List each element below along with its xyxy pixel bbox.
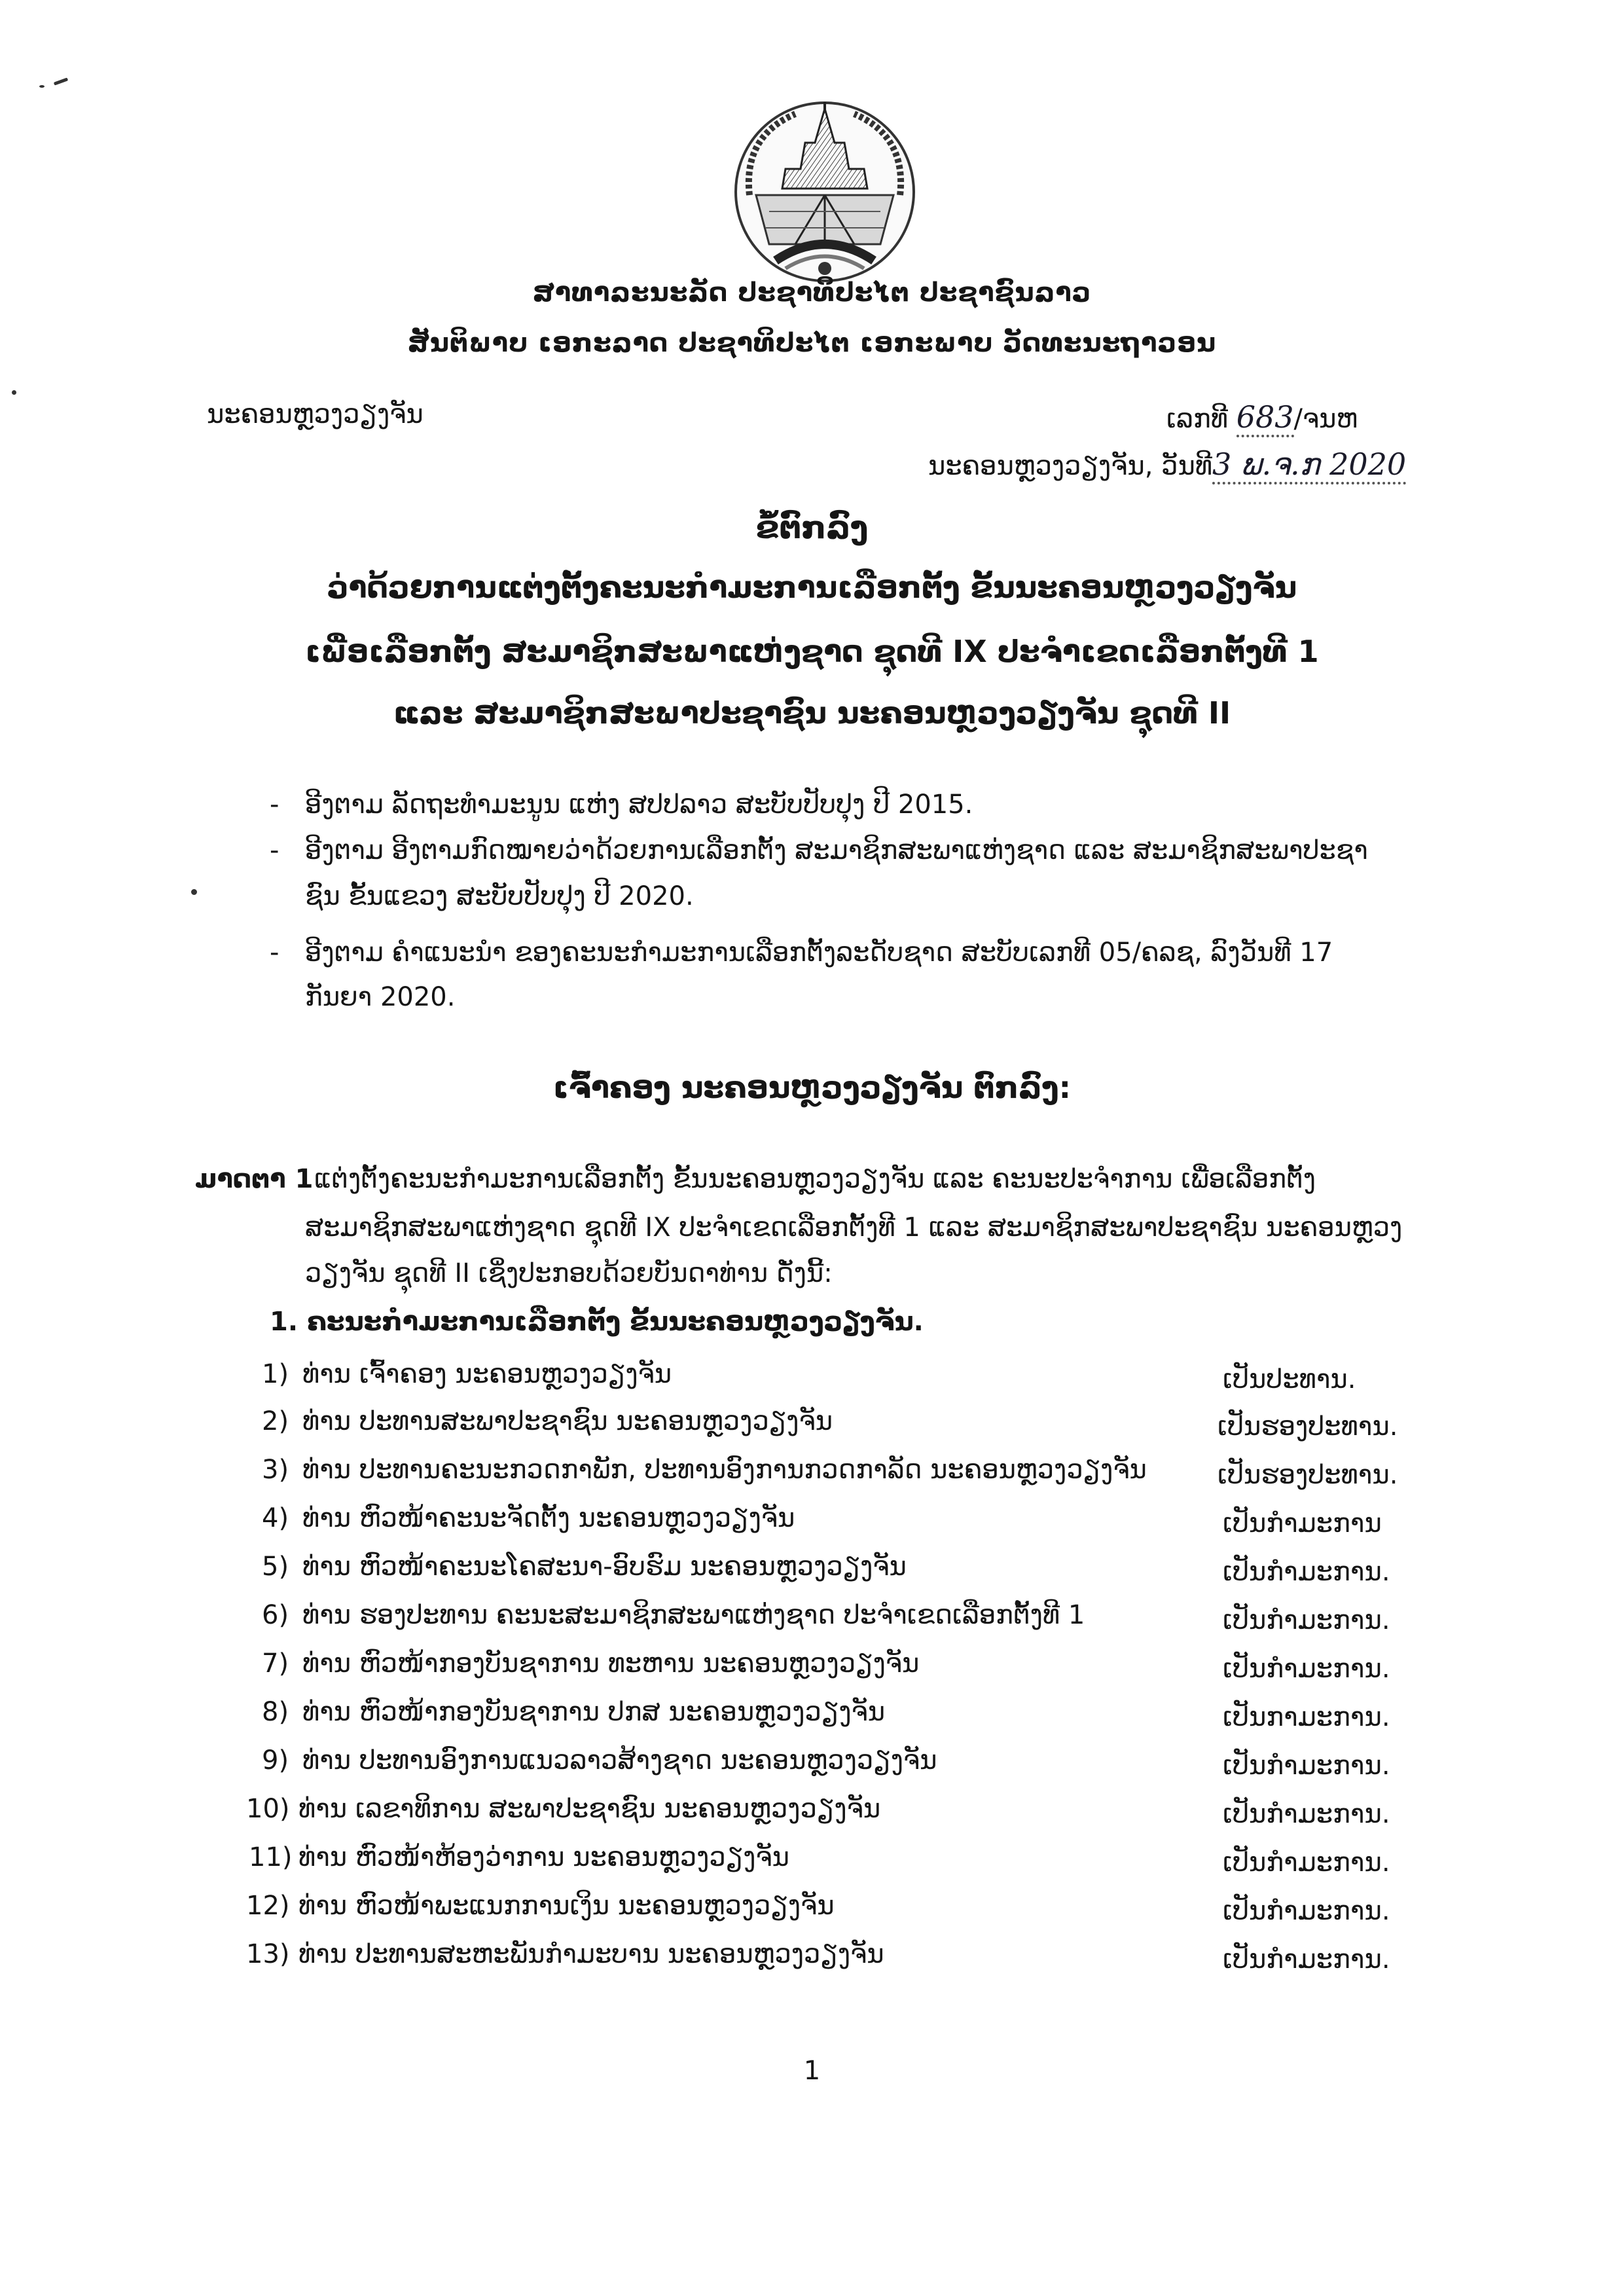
member-role: ເປັນກຳມະການ. <box>1223 1605 1390 1635</box>
member-number: 13) <box>246 1939 290 1969</box>
member-number: 6) <box>262 1600 289 1630</box>
member-name: ທ່ານ ເຈົ້າຄອງ ນະຄອນຫຼວງວຽງຈັນ <box>302 1359 672 1389</box>
national-motto-line: ສັນຕິພາບ ເອກະລາດ ປະຊາທິປະໄຕ ເອກະພາບ ວັດທະນະຖາວອນ <box>407 328 1217 358</box>
decree-subtitle-line-1: ວ່າດ້ວຍການແຕ່ງຕັ້ງຄະນະກຳມະການເລືອກຕັ້ງ ຂັ້ນນະຄອນຫຼວງວຽງຈັນ <box>327 570 1297 605</box>
member-number: 3) <box>262 1455 289 1485</box>
document-date-prefix: ນະຄອນຫຼວງວຽງຈັນ, ວັນທີ <box>928 451 1213 481</box>
document-number-label: ເລກທີ <box>1166 404 1229 434</box>
member-role: ເປັນກຳມະການ. <box>1223 1557 1390 1587</box>
member-name: ທ່ານ ປະທານອົງການແນວລາວສ້າງຊາດ ນະຄອນຫຼວງວຽງຈັນ <box>302 1745 937 1776</box>
reference-3-line-2: ກັນຍາ 2020. <box>305 982 456 1012</box>
article-1-line-3: ວຽງຈັນ ຊຸດທີ II ເຊິ່ງປະກອບດ້ວຍບັນດາທ່ານ ດັ່ງນີ້: <box>305 1258 833 1288</box>
page-number: 1 <box>803 2056 821 2086</box>
document-number-value-wrap <box>1236 399 1294 437</box>
member-number: 10) <box>246 1794 290 1824</box>
member-name: ທ່ານ ຮອງປະທານ ຄະນະສະມາຊິກສະພາແຫ່ງຊາດ ປະຈຳເຂດເລືອກຕັ້ງທີ 1 <box>302 1600 1085 1630</box>
member-role: ເປັນກຳມະການ. <box>1223 1944 1390 1975</box>
member-name: ທ່ານ ຫົວໜ້າຄະນະໂຄສະນາ-ອົບຮົມ ນະຄອນຫຼວງວຽງຈັນ <box>302 1552 907 1582</box>
member-number: 11) <box>249 1842 293 1872</box>
reference-2-line-2: ຊົນ ຂັ້ນແຂວງ ສະບັບປັບປຸງ ປີ 2020. <box>305 881 694 911</box>
reference-bullet: - <box>270 790 280 820</box>
member-number: 1) <box>262 1359 289 1389</box>
document-date-dotted <box>1212 446 1406 484</box>
member-name: ທ່ານ ຫົວໜ້າຫ້ອງວ່າການ ນະຄອນຫຼວງວຽງຈັນ <box>298 1842 789 1872</box>
member-role: ເປັນຮອງປະທານ. <box>1218 1460 1398 1490</box>
member-number: 8) <box>262 1697 289 1727</box>
decree-subtitle-line-3: ແລະ ສະມາຊິກສະພາປະຊາຊົນ ນະຄອນຫຼວງວຽງຈັນ ຊຸດທີ II <box>393 695 1231 731</box>
decree-subtitle-line-2: ເພື່ອເລືອກຕັ້ງ ສະມາຊິກສະພາແຫ່ງຊາດ ຊຸດທີ IX ປະຈຳເຂດເລືອກຕັ້ງທີ 1 <box>305 634 1319 669</box>
section-1-title: 1. ຄະນະກຳມະການເລືອກຕັ້ງ ຂັ້ນນະຄອນຫຼວງວຽງຈັນ. <box>270 1307 924 1337</box>
member-name: ທ່ານ ເລຂາທິການ ສະພາປະຊາຊົນ ນະຄອນຫຼວງວຽງຈັນ <box>298 1794 881 1824</box>
member-name: ທ່ານ ປະທານສະຫະພັນກຳມະບານ ນະຄອນຫຼວງວຽງຈັນ <box>298 1939 884 1969</box>
issuing-authority: ນະຄອນຫຼວງວຽງຈັນ <box>207 399 424 429</box>
decree-heading: ເຈົ້າຄອງ ນະຄອນຫຼວງວຽງຈັນ ຕົກລົງ: <box>552 1070 1072 1105</box>
document-number <box>1166 399 1358 437</box>
member-number: 4) <box>262 1503 289 1533</box>
member-name: ທ່ານ ຫົວໜ້າຄະນະຈັດຕັ້ງ ນະຄອນຫຼວງວຽງຈັນ <box>302 1503 795 1533</box>
member-name: ທ່ານ ຫົວໜ້າພະແນກການເງິນ ນະຄອນຫຼວງວຽງຈັນ <box>298 1891 835 1921</box>
article-1-line-1: ແຕ່ງຕັ້ງຄະນະກຳມະການເລືອກຕັ້ງ ຂັ້ນນະຄອນຫຼວງວຽງຈັນ ແລະ ຄະນະປະຈຳການ ເພື່ອເລືອກຕັ້ງ <box>314 1164 1316 1194</box>
member-number: 5) <box>262 1552 289 1582</box>
reference-1-line-1: ອີງຕາມ ລັດຖະທຳມະນູນ ແຫ່ງ ສປປລາວ ສະບັບປັບປຸງ ປີ 2015. <box>305 790 973 820</box>
member-name: ທ່ານ ປະທານຄະນະກວດກາພັກ, ປະທານອົງການກວດກາລັດ ນະຄອນຫຼວງວຽງຈັນ <box>302 1455 1147 1485</box>
member-role: ເປັນກາມະການ. <box>1223 1702 1390 1732</box>
member-role: ເປັນຮອງປະທານ. <box>1218 1412 1398 1442</box>
member-number: 12) <box>246 1891 290 1921</box>
member-name: ທ່ານ ຫົວໜ້າກອງບັນຊາການ ທະຫານ ນະຄອນຫຼວງວຽງຈັນ <box>302 1649 920 1679</box>
article-1-line-2: ສະມາຊິກສະພາແຫ່ງຊາດ ຊຸດທີ IX ປະຈຳເຂດເລືອກຕັ້ງທີ 1 ແລະ ສະມາຊິກສະພາປະຊາຊົນ ນະຄອນຫຼວງ <box>305 1212 1403 1243</box>
national-emblem <box>730 97 920 287</box>
member-role: ເປັນກຳມະການ. <box>1223 1848 1390 1878</box>
decree-title: ຂໍ້ຕົກລົງ <box>755 509 869 546</box>
reference-bullet: - <box>270 835 280 866</box>
reference-bullet: - <box>270 938 280 968</box>
member-name: ທ່ານ ຫົວໜ້າກອງບັນຊາການ ປກສ ນະຄອນຫຼວງວຽງຈັນ <box>302 1697 886 1727</box>
member-role: ເປັນກຳມະການ. <box>1223 1751 1390 1781</box>
member-number: 7) <box>262 1649 289 1679</box>
member-role: ເປັນກຳມະການ. <box>1223 1799 1390 1829</box>
document-number-value: 683 <box>1236 399 1294 435</box>
reference-3-line-1: ອີງຕາມ ຄຳແນະນຳ ຂອງຄະນະກຳມະການເລືອກຕັ້ງລະດັບຊາດ ສະບັບເລກທີ 05/ຄລຊ, ລົງວັນທີ 17 <box>305 938 1333 968</box>
member-role: ເປັນປະທານ. <box>1223 1364 1356 1394</box>
member-role: ເປັນກຳມະການ. <box>1223 1654 1390 1684</box>
member-number: 2) <box>262 1406 289 1436</box>
member-role: ເປັນກຳມະການ <box>1223 1508 1382 1539</box>
document-date-handwritten: 3 ພ.ຈ.ກ 2020 <box>1212 446 1407 482</box>
member-name: ທ່ານ ປະທານສະພາປະຊາຊົນ ນະຄອນຫຼວງວຽງຈັນ <box>302 1406 833 1436</box>
member-role: ເປັນກຳມະການ. <box>1223 1896 1390 1926</box>
reference-2-line-1: ອີງຕາມ ອີງຕາມກົດໝາຍວ່າດ້ວຍການເລືອກຕັ້ງ ສະມາຊິກສະພາແຫ່ງຊາດ ແລະ ສະມາຊິກສະພາປະຊາ <box>305 835 1368 866</box>
country-name-line: ສາທາລະນະລັດ ປະຊາທິປະໄຕ ປະຊາຊົນລາວ <box>532 278 1092 308</box>
article-1-label: ມາດຕາ 1 <box>195 1164 314 1194</box>
member-number: 9) <box>262 1745 289 1776</box>
document-number-suffix: /ຈນຫ <box>1293 404 1358 434</box>
document-date <box>928 446 1406 484</box>
